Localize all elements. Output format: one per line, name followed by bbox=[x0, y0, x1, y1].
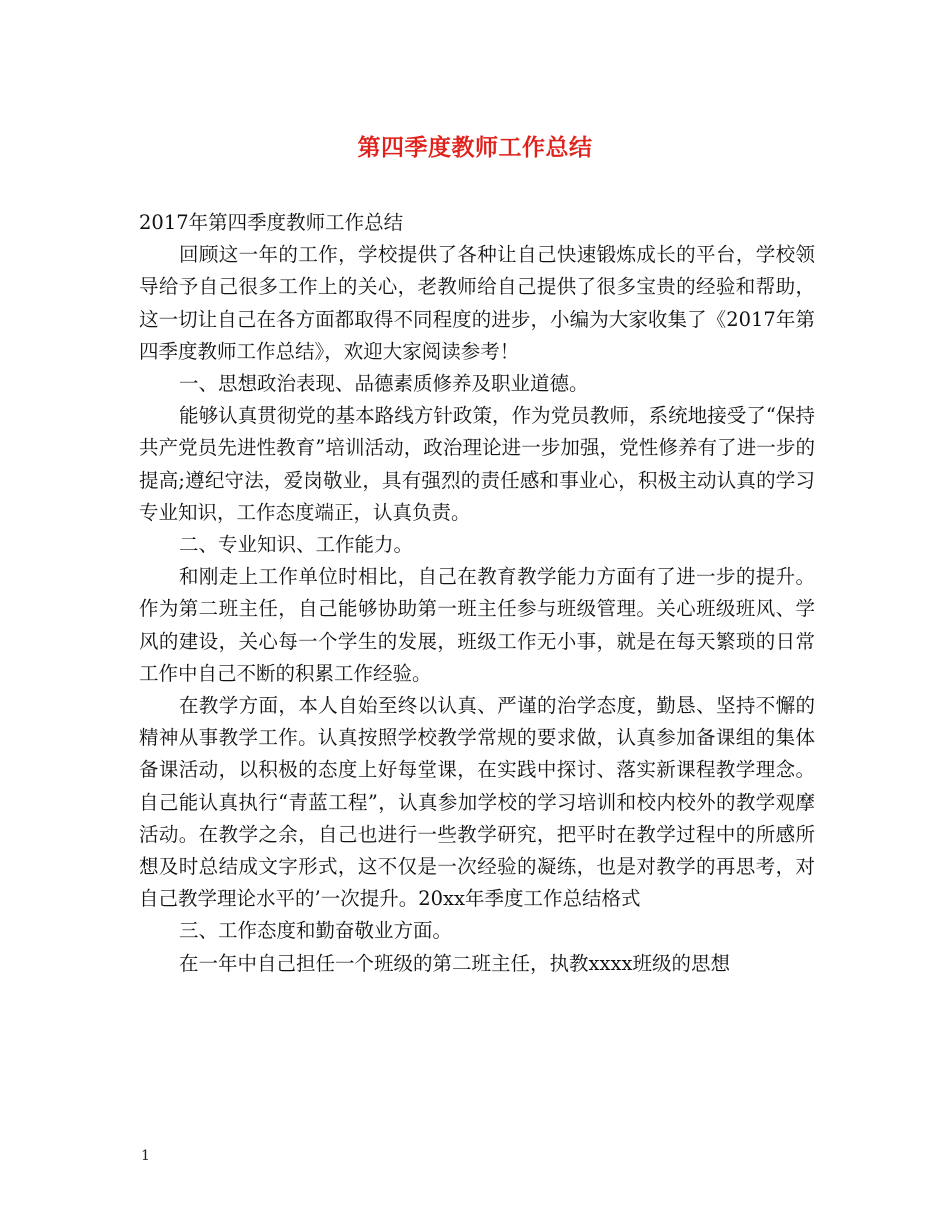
section-2-paragraph-1: 和刚走上工作单位时相比，自己在教育教学能力方面有了进一步的提升。作为第二班主任，自己能够协助第一班主任参与班级管理。关心班级班风、学风的建设，关心每一个学生的发展，班级工作无小事，就是在每天繁琐的日常工作中自己不断的积累工作经验。 bbox=[139, 565, 815, 685]
page-number: 1 bbox=[141, 1148, 150, 1164]
document-body bbox=[139, 207, 815, 980]
section-heading-1: 一、思想政治表现、品德素质修养及职业道德。 bbox=[179, 372, 589, 396]
subtitle-paragraph: 2017年第四季度教师工作总结 bbox=[139, 211, 404, 234]
document-title: 第四季度教师工作总结 bbox=[357, 134, 593, 161]
section-heading-2: 二、专业知识、工作能力。 bbox=[179, 533, 414, 557]
section-3-paragraph: 在一年中自己担任一个班级的第二班主任，执教xxxx班级的思想 bbox=[179, 951, 730, 975]
intro-paragraph: 回顾这一年的工作，学校提供了各种让自己快速锻炼成长的平台，学校领导给予自己很多工作上的关心，老教师给自己提供了很多宝贵的经验和帮助，这一切让自己在各方面都取得不同程度的进步，小编为大家收集了《2017年第四季度教师工作总结》，欢迎大家阅读参考！ bbox=[139, 243, 815, 363]
section-2-paragraph-2: 在教学方面，本人自始至终以认真、严谨的治学态度，勤恳、坚持不懈的精神从事教学工作。认真按照学校教学常规的要求做，认真参加备课组的集体备课活动，以积极的态度上好每堂课，在实践中探讨、落实新课程教学理念。自己能认真执行“青蓝工程”，认真参加学校的学习培训和校内校外的教学观摩活动。在教学之余，自己也进行一些教学研究，把平时在教学过程中的所感所想及时总结成文字形式，这不仅是一次经验的凝练，也是对教学的再思考，对自己教学理论水平的’一次提升。20xx年季度工作总结格式 bbox=[139, 694, 815, 911]
section-1-paragraph: 能够认真贯彻党的基本路线方针政策，作为党员教师，系统地接受了“保持共产党员先进性教育”培训活动，政治理论进一步加强，党性修养有了进一步的提高;遵纪守法，爱岗敬业，具有强烈的责任感和事业心，积极主动认真的学习专业知识，工作态度端正，认真负责。 bbox=[139, 404, 815, 524]
section-heading-3: 三、工作态度和勤奋敬业方面。 bbox=[179, 919, 453, 943]
